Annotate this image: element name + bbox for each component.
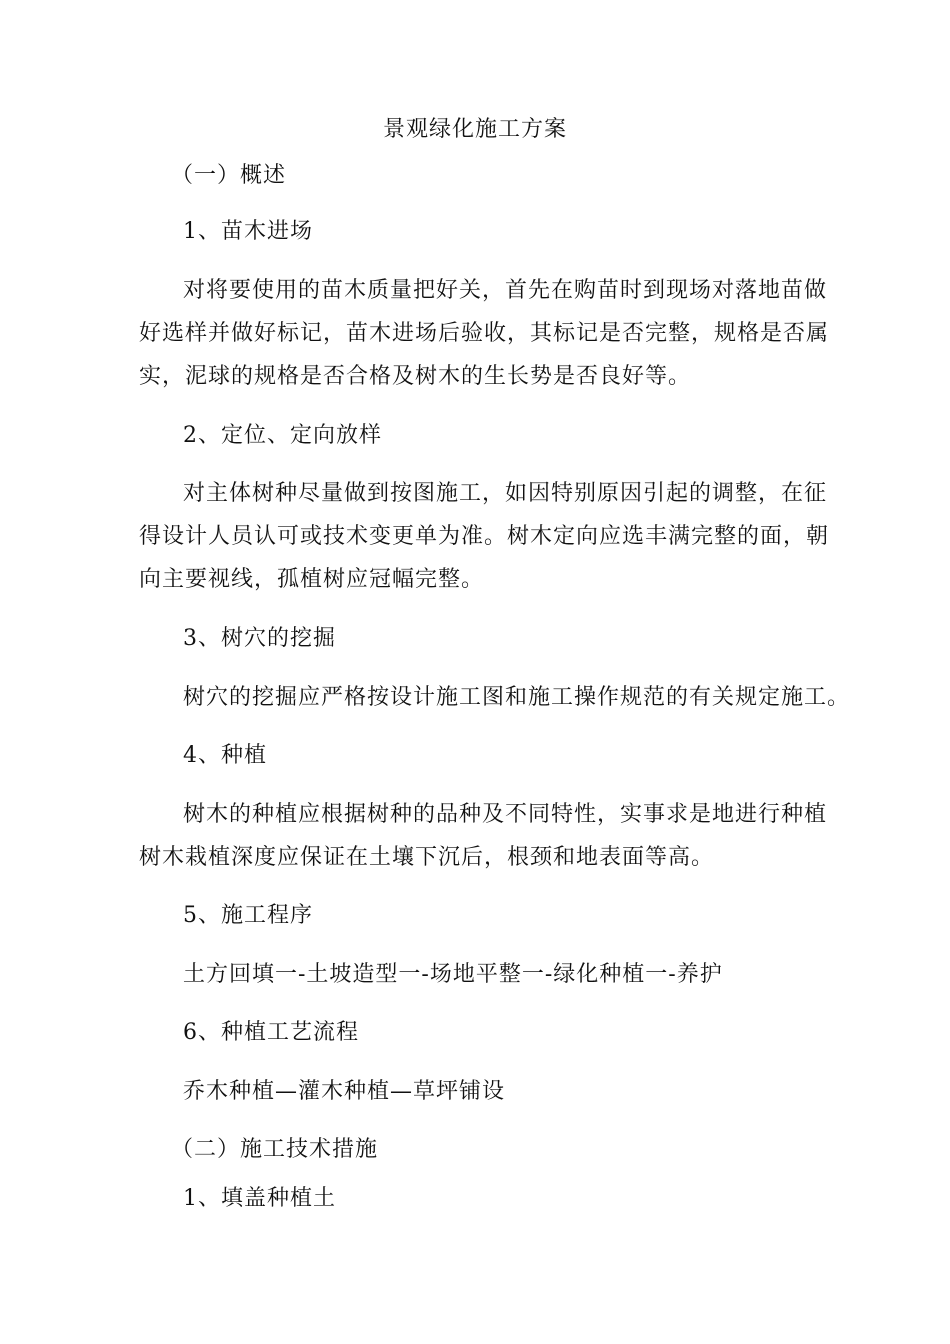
item-6-heading: 6、种植工艺流程: [183, 1020, 359, 1045]
item-1-heading: 1、苗木进场: [183, 219, 313, 244]
paragraph-line: 土方回填一-土坡造型一-场地平整一-绿化种植一-养护: [183, 962, 723, 987]
paragraph-line: 对主体树种尽量做到按图施工，如因特别原因引起的调整，在征: [183, 481, 828, 506]
paragraph-line: 树木栽植深度应保证在土壤下沉后，根颈和地表面等高。: [139, 845, 715, 870]
item-4-heading: 4、种植: [183, 743, 267, 768]
section-2-heading: （二）施工技术措施: [171, 1137, 379, 1162]
item-2-heading: 2、定位、定向放样: [183, 423, 382, 448]
paragraph-line: 实，泥球的规格是否合格及树木的生长势是否良好等。: [139, 364, 692, 389]
paragraph-line: 向主要视线，孤植树应冠幅完整。: [139, 567, 485, 592]
paragraph-line: 乔木种植—灌木种植—草坪铺设: [183, 1079, 506, 1104]
document-title: 景观绿化施工方案: [382, 117, 567, 142]
paragraph-line: 对将要使用的苗木质量把好关，首先在购苗时到现场对落地苗做: [183, 278, 828, 303]
item-3-heading: 3、树穴的挖掘: [183, 626, 336, 651]
paragraph-line: 树穴的挖掘应严格按设计施工图和施工操作规范的有关规定施工。: [183, 685, 851, 710]
section-2-item-1-heading: 1、填盖种植土: [183, 1186, 336, 1211]
paragraph-line: 树木的种植应根据树种的品种及不同特性，实事求是地进行种植: [183, 802, 828, 827]
paragraph-line: 得设计人员认可或技术变更单为准。树木定向应选丰满完整的面，朝: [139, 524, 830, 549]
item-5-heading: 5、施工程序: [183, 903, 313, 928]
section-1-heading: （一）概述: [171, 163, 287, 188]
paragraph-line: 好选样并做好标记，苗木进场后验收，其标记是否完整，规格是否属: [139, 321, 830, 346]
